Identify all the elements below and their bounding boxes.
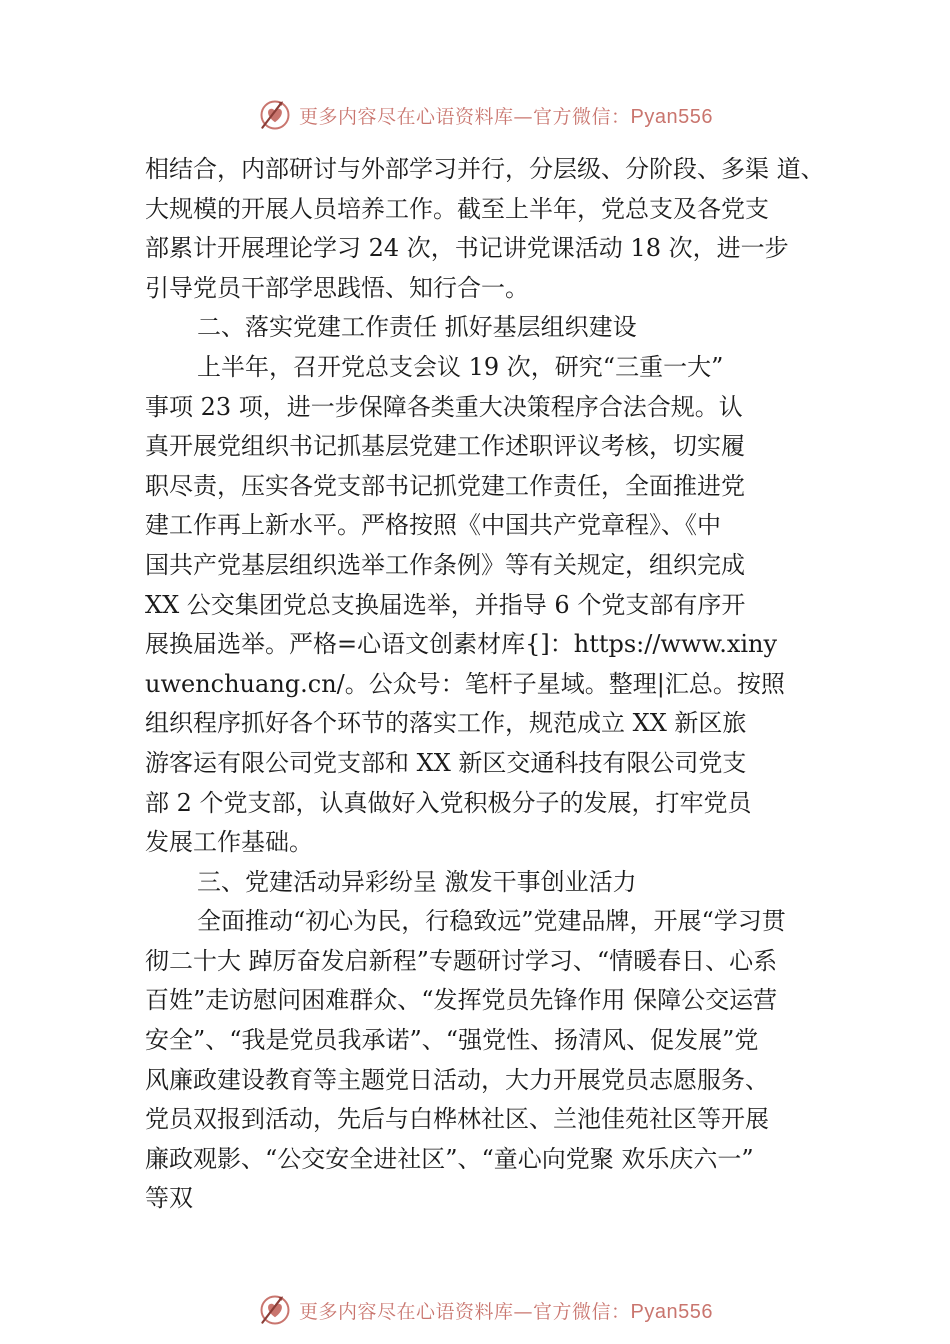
header-banner-inner [257,97,713,133]
text-line: 安全”、“我是党员我承诺”、“强党性、扬清风、促发展”党 [145,1026,759,1055]
text-line: XX 公交集团党总支换届选举，并指导 6 个党支部有序开 [145,590,746,619]
header-banner-handle: Pyan556 [630,105,713,128]
section-heading-3 [145,863,815,903]
text-line: 相结合，内部研讨与外部学习并行，分层级、分阶段、多渠 道、 [145,155,825,183]
text-line: 展换届选举。严格=心语文创素材库{]：https://www.xiny [145,630,778,659]
text-line: 引导党员干部学思践悟、知行合一。 [145,273,529,302]
paragraph-activities [145,902,815,1219]
footer-banner [0,1290,950,1330]
text-line: 部 2 个党支部，认真做好入党积极分子的发展，打牢党员 [145,788,752,817]
text-line: 百姓”走访慰问困难群众、“发挥党员先锋作用 保障公交运营 [145,986,778,1015]
section-heading-2 [145,308,815,348]
text-line: 全面推动“初心为民，行稳致远”党建品牌，开展“学习贯 [197,907,786,936]
text-line: 上半年，召开党总支会议 19 次，研究“三重一大” [197,352,724,381]
text-line: 大规模的开展人员培养工作。截至上半年，党总支及各党支 [145,194,769,223]
text-line: 建工作再上新水平。严格按照《中国共产党章程》、《中 [145,511,721,540]
text-line: 事项 23 项，进一步保障各类重大决策程序合法合规。认 [145,392,743,421]
text-line: 彻二十大 踔厉奋发启新程”专题研讨学习、“情暖春日、心系 [145,946,778,975]
text-line: 党员双报到活动，先后与白桦林社区、兰池佳苑社区等开展 [145,1105,769,1134]
document-body [145,150,825,1219]
text-line: 国共产党基层组织选举工作条例》等有关规定，组织完成 [145,550,745,579]
text-line: 职尽责，压实各党支部书记抓党建工作责任，全面推进党 [145,471,745,500]
text-line: 真开展党组织书记抓基层党建工作述职评议考核，切实履 [145,432,745,461]
header-banner-text: 更多内容尽在心语资料库—官方微信：Pyan556 [299,105,713,128]
text-line: 部累计开展理论学习 24 次，书记讲党课活动 18 次，进一步 [145,234,789,263]
heading-line: 二、落实党建工作责任 抓好基层组织建设 [197,313,637,342]
text-line: 组织程序抓好各个环节的落实工作，规范成立 XX 新区旅 [145,709,747,738]
text-line: uwenchuang.cn/。公众号：笔杆子星域。整理|汇总。按照 [145,669,785,698]
footer-banner-text: 更多内容尽在心语资料库—官方微信：Pyan556 [299,1300,713,1323]
footer-banner-inner [257,1292,713,1328]
header-banner [0,95,950,135]
text-line: 发展工作基础。 [145,828,313,857]
footer-banner-handle: Pyan556 [630,1300,713,1323]
text-line: 等双 [145,1184,193,1213]
text-line: 游客运有限公司党支部和 XX 新区交通科技有限公司党支 [145,748,747,777]
paragraph-organization [145,348,815,863]
heading-line: 三、党建活动异彩纷呈 激发干事创业活力 [197,867,637,896]
text-line: 风廉政建设教育等主题党日活动，大力开展党员志愿服务、 [145,1065,769,1094]
heart-pen-logo-icon [257,97,293,133]
text-line: 廉政观影、“公交安全进社区”、“童心向党聚 欢乐庆六一” [145,1144,754,1173]
paragraph-training [145,150,825,308]
heart-pen-logo-icon [257,1292,293,1328]
